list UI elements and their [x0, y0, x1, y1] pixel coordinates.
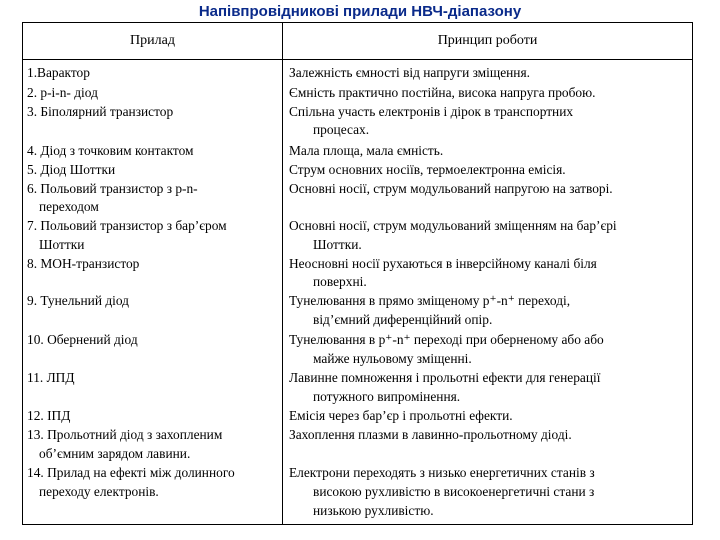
header-device: Прилад	[130, 33, 175, 48]
device-line: 9. Тунельний діод	[27, 293, 129, 308]
devices-table	[22, 22, 693, 525]
principle-line: Струм основних носіїв, термоелектронна емісія.	[289, 162, 566, 177]
page-title: Напівпровідникові прилади НВЧ-діапазону	[198, 3, 522, 20]
principle-line: поверхні.	[313, 274, 367, 289]
device-line: 3. Біполярний транзистор	[27, 104, 174, 119]
principle-line: Тунелювання в p⁺-n⁺ переході при оберненому або або	[289, 332, 604, 347]
device-line: 5. Діод Шоттки	[27, 162, 116, 177]
principle-line: Залежність ємності від напруги зміщення.	[289, 65, 530, 80]
principle-line: Емісія через бар’єр і прольотні ефекти.	[289, 408, 513, 423]
device-line: 1.Варактор	[27, 65, 90, 80]
device-line: 7. Польовий транзистор з бар’єром	[27, 218, 227, 233]
principle-line: Захоплення плазми в лавинно-прольотному діоді.	[289, 427, 572, 442]
column-divider	[282, 23, 283, 524]
principle-line: Мала площа, мала ємність.	[289, 143, 444, 158]
device-line: 4. Діод з точковим контактом	[27, 143, 194, 158]
principle-line: Лавинне помноження і прольотні ефекти для генерації	[289, 370, 601, 385]
device-line: 2. p-i-n- діод	[27, 85, 98, 100]
device-line: 14. Прилад на ефекті між долинного	[27, 465, 235, 480]
device-line: об’ємним зарядом лавини.	[39, 446, 191, 461]
device-line: 11. ЛПД	[27, 370, 75, 385]
principle-line: Спільна участь електронів і дірок в транспортних	[289, 104, 574, 119]
principle-line: Ємність практично постійна, висока напруга пробою.	[289, 85, 596, 100]
principle-line: потужного випромінення.	[313, 389, 461, 404]
principle-line: Основні носії, струм модульований напругою на затворі.	[289, 181, 613, 196]
device-line: 12. ІПД	[27, 408, 71, 423]
principle-line: майже нульовому зміщенні.	[313, 351, 472, 366]
header-principle: Принцип роботи	[437, 33, 538, 48]
principle-line: від’ємний диференційний опір.	[313, 312, 493, 327]
principle-line: Тунелювання в прямо зміщеному p⁺-n⁺ переході,	[289, 293, 571, 308]
device-line: 6. Польовий транзистор з p-n-	[27, 181, 198, 196]
principle-line: Електрони переходять з низько енергетичних станів з	[289, 465, 595, 480]
device-line: 10. Обернений діод	[27, 332, 138, 347]
principle-line: Неосновні носії рухаються в інверсійному каналі біля	[289, 256, 597, 271]
principle-line: Шоттки.	[313, 237, 362, 252]
device-line: переходу електронів.	[39, 484, 159, 499]
principle-line: процесах.	[313, 122, 370, 137]
device-line: Шоттки	[39, 237, 85, 252]
device-line: 13. Прольотний діод з захопленим	[27, 427, 223, 442]
principle-line: високою рухливістю в високоенергетичні стани з	[313, 484, 595, 499]
device-line: переходом	[39, 199, 99, 214]
table-header-row	[23, 23, 692, 60]
principle-line: низькою рухливістю.	[313, 503, 434, 518]
device-line: 8. МОН-транзистор	[27, 256, 140, 271]
principle-line: Основні носії, струм модульований зміщенням на бар’єрі	[289, 218, 617, 233]
